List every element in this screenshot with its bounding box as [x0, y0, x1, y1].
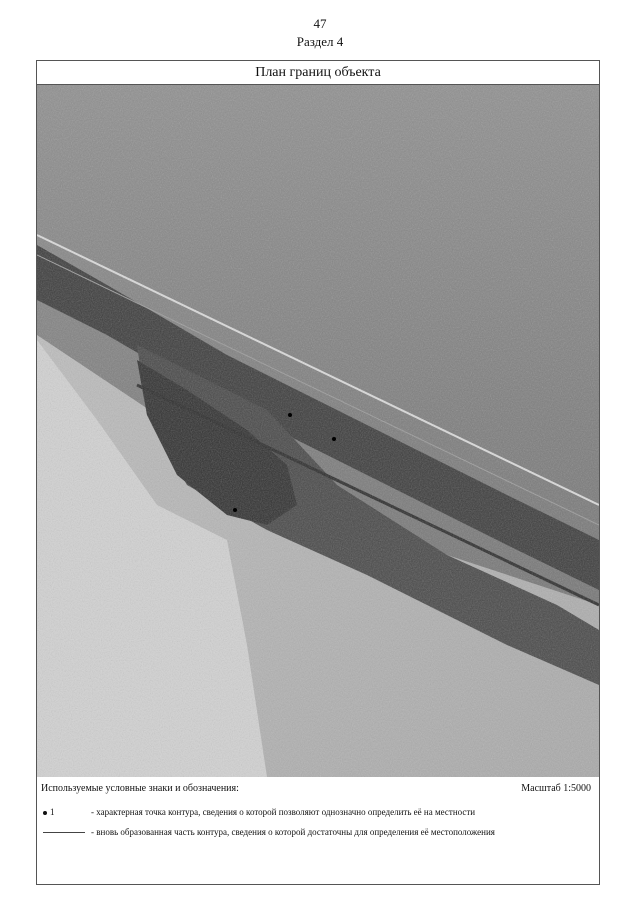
point-symbol-label: 1	[50, 807, 55, 817]
legend-item-text: - вновь образованная часть контура, сведения о которой достаточны для определения её местоположения	[91, 827, 495, 837]
point-dot-icon	[43, 811, 47, 815]
page-number: 47	[313, 16, 327, 31]
aerial-photo	[37, 85, 599, 777]
legend-item-line	[43, 827, 561, 838]
line-symbol-icon	[43, 832, 85, 833]
point-symbol	[43, 807, 91, 818]
boundary-point	[288, 413, 292, 417]
plan-frame	[36, 60, 600, 885]
plan-title: План границ объекта	[37, 61, 599, 85]
photo-grain	[37, 85, 599, 777]
legend-item-text: - характерная точка контура, сведения о которой позволяют однозначно определить её на местности	[91, 807, 476, 817]
legend-title: Используемые условные знаки и обозначения:	[41, 783, 239, 794]
boundary-point	[233, 508, 237, 512]
section-title: Раздел 4	[296, 34, 344, 49]
legend-item-point	[43, 807, 475, 818]
scale-label: Масштаб 1:5000	[521, 783, 591, 794]
boundary-point	[332, 437, 336, 441]
